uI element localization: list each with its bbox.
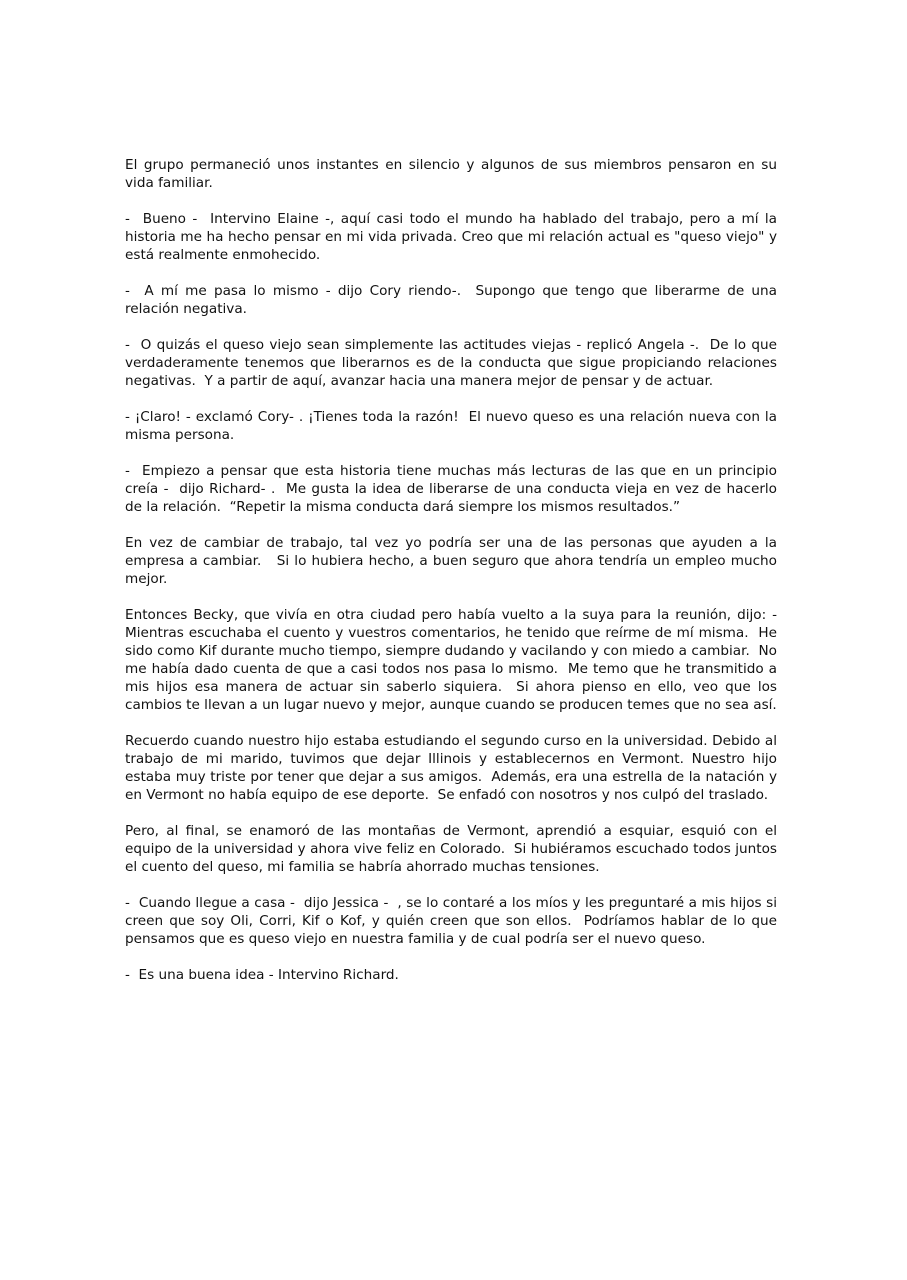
paragraph: - A mí me pasa lo mismo - dijo Cory riendo-. Supongo que tengo que liberarme de una relación negativa.	[125, 283, 782, 317]
paragraph: - O quizás el queso viejo sean simplemente las actitudes viejas - replicó Angela -. De lo que verdaderamente tenemos que liberarnos es de la conducta que sigue propiciando relaciones negativas. Y a partir de aquí, avanzar hacia una manera mejor de pensar y de actuar.	[125, 337, 782, 389]
paragraph: Recuerdo cuando nuestro hijo estaba estudiando el segundo curso en la universidad. Debido al trabajo de mi marido, tuvimos que dejar Illinois y establecernos en Vermont. Nuestro hijo estaba muy triste por tener que dejar a sus amigos. Además, era una estrella de la natación y en Vermont no había equipo de ese deporte. Se enfadó con nosotros y nos culpó del traslado.	[125, 733, 782, 803]
paragraph: El grupo permaneció unos instantes en silencio y algunos de sus miembros pensaron en su vida familiar.	[125, 157, 782, 191]
paragraph: - Es una buena idea - Intervino Richard.	[125, 967, 399, 983]
paragraph: - Cuando llegue a casa - dijo Jessica - , se lo contaré a los míos y les preguntaré a mis hijos si creen que soy Oli, Corri, Kif o Kof, y quién creen que son ellos. Podríamos hablar de lo que pensamos que es queso viejo en nuestra familia y de cual podría ser el nuevo queso.	[125, 895, 782, 947]
paragraph: - ¡Claro! - exclamó Cory- . ¡Tienes toda la razón! El nuevo queso es una relación nueva con la misma persona.	[125, 409, 782, 443]
paragraph: Entonces Becky, que vivía en otra ciudad pero había vuelto a la suya para la reunión, dijo: - Mientras escuchaba el cuento y vuestros comentarios, he tenido que reírme de mí misma. He sido como Kif durante mucho tiempo, siempre dudando y vacilando y con miedo a cambiar. No me había dado cuenta de que a casi todos nos pasa lo mismo. Me temo que he transmitido a mis hijos esa manera de actuar sin saberlo siquiera. Si ahora pienso en ello, veo que los cambios te llevan a un lugar nuevo y mejor, aunque cuando se producen temes que no sea así.	[125, 607, 782, 713]
paragraph: Pero, al final, se enamoró de las montañas de Vermont, aprendió a esquiar, esquió con el equipo de la universidad y ahora vive feliz en Colorado. Si hubiéramos escuchado todos juntos el cuento del queso, mi familia se habría ahorrado muchas tensiones.	[125, 823, 782, 875]
paragraph: - Empiezo a pensar que esta historia tiene muchas más lecturas de las que en un principio creía - dijo Richard- . Me gusta la idea de liberarse de una conducta vieja en vez de hacerlo de la relación. “Repetir la misma conducta dará siempre los mismos resultados.”	[125, 463, 782, 515]
paragraph: - Bueno - Intervino Elaine -, aquí casi todo el mundo ha hablado del trabajo, pero a mí la historia me ha hecho pensar en mi vida privada. Creo que mi relación actual es "queso viejo" y está realmente enmohecido.	[125, 211, 782, 263]
paragraph: En vez de cambiar de trabajo, tal vez yo podría ser una de las personas que ayuden a la empresa a cambiar. Si lo hubiera hecho, a buen seguro que ahora tendría un empleo mucho mejor.	[125, 535, 782, 587]
document-body	[125, 156, 782, 984]
